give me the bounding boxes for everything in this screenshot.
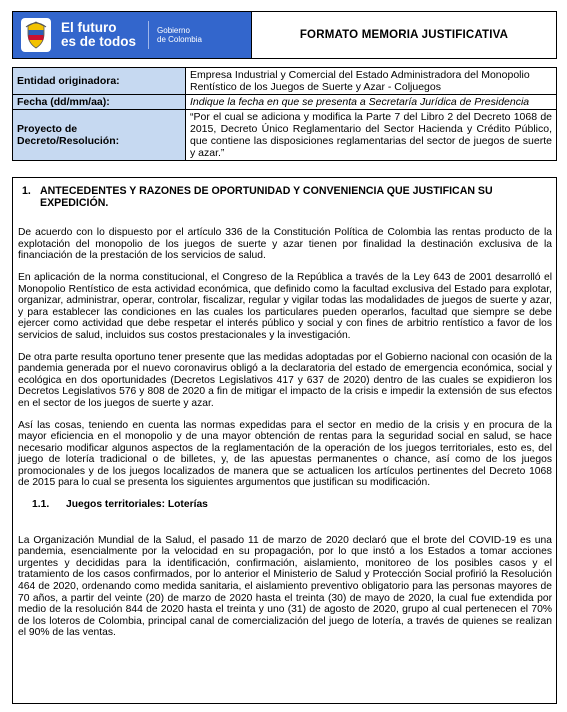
entidad-row — [13, 68, 557, 95]
proyecto-value: “Por el cual se adiciona y modifica la Parte 7 del Libro 2 del Decreto 1068 de 2015, Decreto Único Reglamentario del Sector Hacienda y Crédito Público, que contiene las disposiciones reglamentarias del sector de juegos de suerte y azar.” — [186, 110, 557, 161]
subsection-title: Juegos territoriales: Loterías — [66, 499, 208, 511]
brand-line-1: El futuro — [61, 20, 117, 35]
proyecto-label — [13, 110, 186, 161]
brand-slogan — [61, 21, 136, 49]
entidad-label: Entidad originadora: — [13, 68, 186, 95]
government-label — [157, 26, 202, 44]
form-title: FORMATO MEMORIA JUSTIFICATIVA — [299, 29, 509, 41]
subsection-heading — [18, 499, 552, 511]
gov-line-2: de Colombia — [157, 35, 202, 44]
justification-body — [12, 177, 557, 704]
section-heading — [18, 186, 552, 209]
paragraph-2: En aplicación de la norma constitucional, el Congreso de la República a través de la Ley 643 de 2001 desarrolló el Monopolio Rentístico de esta actividad económica, que definido como la facultad exclusiva del Estado para explotar, organizar, administrar, operar, controlar, fiscalizar, regular y vigilar todas las modalidades de juegos de suerte y azar, y para establecer las condiciones en las cuales los particulares pueden operarlos, facultad que siempre se debe ejercer como actividad que debe respetar el interés público y social y con fines de arbitrio rentístico a favor de los servicios de salud, incluidos sus costos prestacionales y la investigación. — [18, 271, 552, 341]
document-header — [12, 11, 557, 59]
proyecto-label-line-2: Decreto/Resolución: — [17, 135, 120, 147]
government-brand-banner — [13, 12, 252, 58]
entidad-value: Empresa Industrial y Comercial del Estado Administradora del Monopolio Rentístico de los Juegos de Suerte y Azar - Coljuegos — [186, 68, 557, 95]
fecha-label: Fecha (dd/mm/aa): — [13, 95, 186, 110]
subsection-paragraph: La Organización Mundial de la Salud, el pasado 11 de marzo de 2020 declaró que el brote del COVID-19 es una pandemia, esencialmente por la velocidad en su propagación, por lo que instó a los Estados a tomar acciones urgentes y decididas para la identificación, confirmación, aislamiento, monitoreo de los posibles casos y el tratamiento de los casos confirmados, por lo anterior el Ministerio de Salud y Protección Social profirió la Resolución 464 de 2020, ordenando como medida sanitaria, el aislamiento preventivo obligatorio para las personas mayores de 70 años, a partir del veinte (20) de marzo de 2020 hasta el treinta (30) de mayo de 2020, la cual fue extendida por medio de la resolución 844 de 2020 hasta el treinta y uno (31) de agosto de 2020, grupo al cual pertenecen el 70% de los loteros de Colombia, principal canal de comercialización del juego de lotería, a través de quienes se realizan el 90% de las ventas. — [18, 534, 552, 639]
proyecto-label-line-1: Proyecto de — [17, 123, 78, 135]
paragraph-1: De acuerdo con lo dispuesto por el artículo 336 de la Constitución Política de Colombia las rentas producto de la explotación del monopolio de los juegos de suerte y azar tienen por finalidad la destinación exclusiva de la financiación de la prestación de los servicios de salud. — [18, 227, 552, 262]
paragraph-4: Así las cosas, teniendo en cuenta las normas expedidas para el sector en medio de la crisis y en procura de la mayor eficiencia en el monopolio y de una mayor obtención de rentas para la seguridad social en salud, se hace necesario modificar algunos aspectos de la reglamentación de la operación de los juegos territoriales, esto es, del juego de lotería tradicional o de billetes, y, de las apuestas permanentes o chance, así como de los juegos promocionales y de los juegos localizados de manera que se actualicen los artículos pertinentes del Decreto 1068 de 2015 para lo cual se presenta los siguientes argumentos que justifican su modificación. — [18, 419, 552, 489]
section-title: ANTECEDENTES Y RAZONES DE OPORTUNIDAD Y CONVENIENCIA QUE JUSTIFICAN SU EXPEDICIÓN. — [40, 185, 493, 209]
section-number: 1. — [22, 185, 31, 197]
paragraph-3: De otra parte resulta oportuno tener presente que las medidas adoptadas por el Gobierno nacional con ocasión de la pandemia generada por el nuevo coronavirus obligó a la declaratoria del estado de emergencia económica, social y ecológica en dos oportunidades (Decretos Legislativos 417 y 637 de 2020) dentro de las cuales se expidieron los Decretos Legislativos 576 y 808 de 2020 a fin de mitigar el impacto de la crisis e impedir la extensión de sus efectos en el sector de los juegos de suerte y azar. — [18, 351, 552, 409]
fecha-row — [13, 95, 557, 110]
fecha-value: Indique la fecha en que se presenta a Secretaría Jurídica de Presidencia — [186, 95, 557, 110]
subsection-number: 1.1. — [32, 499, 50, 511]
coat-of-arms-icon — [21, 18, 51, 52]
proyecto-row — [13, 110, 557, 161]
brand-divider — [148, 21, 149, 49]
info-table — [12, 67, 557, 161]
brand-line-2: es de todos — [61, 34, 137, 49]
gov-line-1: Gobierno — [157, 26, 190, 35]
